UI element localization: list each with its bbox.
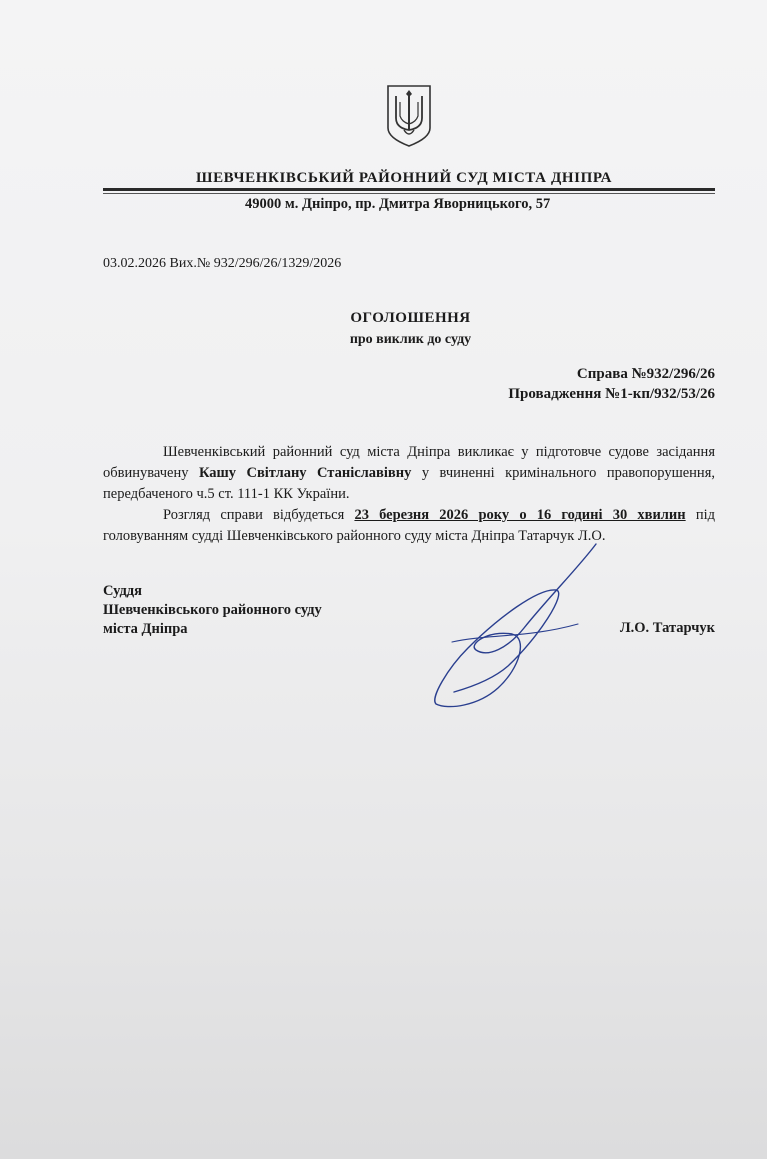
header-rule-thin xyxy=(103,193,715,194)
summons-text-start: Шевченківський районний суд міста Дніпра викликає у підготовче судове засідання обвинувачену xyxy=(103,444,715,481)
summons-text-end: у вчиненні кримінального правопорушення, передбаченого ч.5 ст. 111-1 КК України. xyxy=(103,465,715,502)
handwritten-signature xyxy=(428,538,608,718)
court-address: 49000 м. Дніпро, пр. Дмитра Яворницького, 57 xyxy=(245,196,551,212)
document-subtitle: про виклик до суду xyxy=(349,332,472,347)
judge-title-line1: Суддя xyxy=(103,583,142,599)
accused-name: Кашу Світлану Станіславівну xyxy=(198,465,412,481)
outgoing-number: 03.02.2026 Вих.№ 932/296/26/1329/2026 xyxy=(103,256,342,271)
court-name: ШЕВЧЕНКІВСЬКИЙ РАЙОННИЙ СУД МІСТА ДНІПРА xyxy=(196,170,613,186)
judge-title-line3: міста Дніпра xyxy=(103,621,188,637)
judge-name: Л.О. Татарчук xyxy=(619,620,715,636)
hearing-text-end: під головуванням судді Шевченківського районного суду міста Дніпра Татарчук Л.О. xyxy=(103,507,715,544)
announcement-body xyxy=(103,442,715,547)
hearing-text-start: Розгляд справи відбудеться xyxy=(163,507,355,523)
proceeding-number: Провадження №1-кп/932/53/26 xyxy=(508,386,715,402)
ukraine-trident-icon xyxy=(385,84,433,148)
judge-title-line2: Шевченківського районного суду xyxy=(103,602,322,618)
judge-title-block xyxy=(103,582,322,639)
paragraph-summons xyxy=(103,442,715,505)
hearing-datetime: 23 березня 2026 року о 16 годині 30 хвилин xyxy=(354,507,686,523)
header-rule-thick xyxy=(103,188,715,191)
case-number: Справа №932/296/26 xyxy=(576,366,715,382)
paragraph-hearing xyxy=(103,505,715,547)
document-title: ОГОЛОШЕННЯ xyxy=(350,310,471,326)
